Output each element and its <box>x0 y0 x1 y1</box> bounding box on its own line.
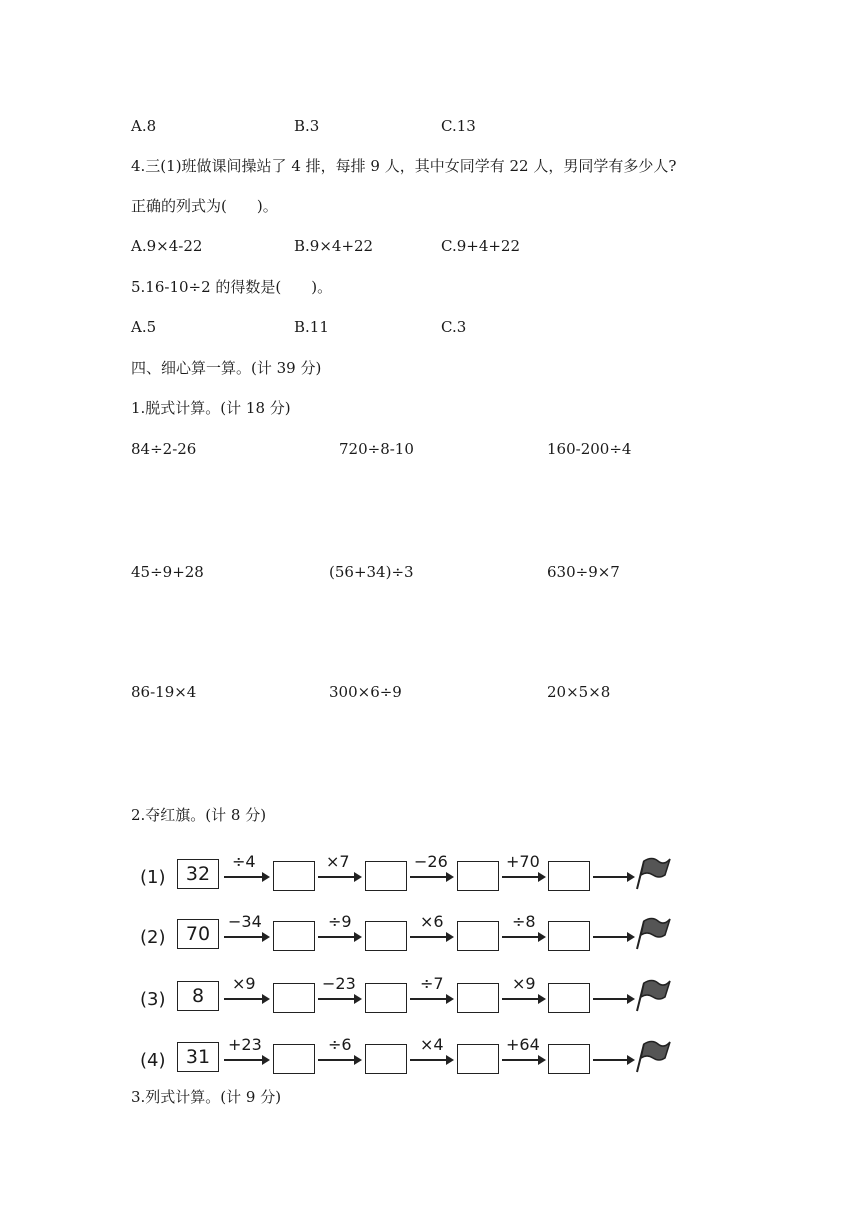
operation-label: ÷6 <box>328 1035 352 1054</box>
flag-icon <box>634 975 674 1015</box>
arrow-right-icon <box>410 974 452 1000</box>
arrow-right-icon <box>502 912 544 938</box>
q5-option-a: A.5 <box>131 318 157 336</box>
expression: 86-19×4 <box>131 683 197 701</box>
arrow-right-icon <box>224 1035 268 1061</box>
expression: (56+34)÷3 <box>329 563 414 581</box>
arrow-right-icon <box>224 974 268 1000</box>
arrow-right-icon <box>593 1059 633 1061</box>
arrow-right-icon <box>502 974 544 1000</box>
arrow-right-icon <box>502 1035 544 1061</box>
operation-label: ÷7 <box>420 974 444 993</box>
flag-row-3 <box>140 974 680 1021</box>
answer-box[interactable] <box>273 1044 315 1074</box>
start-number-box: 32 <box>177 859 219 889</box>
row-label: (2) <box>140 927 166 948</box>
arrow-right-icon <box>318 912 360 938</box>
arrow-right-icon <box>410 912 452 938</box>
operation-label: ÷8 <box>512 912 536 931</box>
answer-box[interactable] <box>548 1044 590 1074</box>
arrow-right-icon <box>502 852 544 878</box>
operation-label: +64 <box>506 1035 540 1054</box>
expression: 84÷2-26 <box>131 440 197 458</box>
part1-title: 1.脱式计算。(计 18 分) <box>131 399 291 417</box>
part3-title: 3.列式计算。(计 9 分) <box>131 1088 282 1106</box>
operation-label: −34 <box>228 912 262 931</box>
q3-option-a: A.8 <box>131 117 157 135</box>
arrow-right-icon <box>318 852 360 878</box>
flag-row-2 <box>140 912 680 959</box>
arrow-right-icon <box>410 852 452 878</box>
expression: 20×5×8 <box>547 683 611 701</box>
operation-label: ×4 <box>420 1035 444 1054</box>
answer-box[interactable] <box>365 921 407 951</box>
row-label: (4) <box>140 1050 166 1071</box>
answer-box[interactable] <box>457 983 499 1013</box>
q4-option-a: A.9×4-22 <box>131 237 203 255</box>
arrow-right-icon <box>593 998 633 1000</box>
answer-box[interactable] <box>548 861 590 891</box>
operation-label: −23 <box>322 974 356 993</box>
operation-label: −26 <box>414 852 448 871</box>
q5-option-c: C.3 <box>441 318 467 336</box>
flag-icon <box>634 1036 674 1076</box>
operation-label: +70 <box>506 852 540 871</box>
flag-row-4 <box>140 1035 680 1082</box>
arrow-right-icon <box>318 1035 360 1061</box>
arrow-right-icon <box>224 852 268 878</box>
answer-box[interactable] <box>457 861 499 891</box>
operation-label: ×6 <box>420 912 444 931</box>
section4-title: 四、细心算一算。(计 39 分) <box>131 359 322 377</box>
expression: 160-200÷4 <box>547 440 632 458</box>
part2-title: 2.夺红旗。(计 8 分) <box>131 806 267 824</box>
operation-label: ×9 <box>512 974 536 993</box>
flag-icon <box>634 853 674 893</box>
q5-question: 5.16-10÷2 的得数是( )。 <box>131 278 333 296</box>
expression: 720÷8-10 <box>339 440 414 458</box>
answer-box[interactable] <box>548 983 590 1013</box>
q5-option-b: B.11 <box>294 318 329 336</box>
answer-box[interactable] <box>273 921 315 951</box>
q3-option-c: C.13 <box>441 117 476 135</box>
arrow-right-icon <box>593 936 633 938</box>
q4-option-c: C.9+4+22 <box>441 237 521 255</box>
answer-box[interactable] <box>548 921 590 951</box>
arrow-right-icon <box>224 912 268 938</box>
answer-box[interactable] <box>457 921 499 951</box>
flag-row-1 <box>140 852 680 899</box>
arrow-right-icon <box>593 876 633 878</box>
q4-question: 4.三(1)班做课间操站了 4 排，每排 9 人，其中女同学有 22 人，男同学有多少人? <box>131 157 677 175</box>
expression: 45÷9+28 <box>131 563 204 581</box>
q3-option-b: B.3 <box>294 117 320 135</box>
row-label: (3) <box>140 989 166 1010</box>
answer-box[interactable] <box>365 1044 407 1074</box>
arrow-right-icon <box>410 1035 452 1061</box>
answer-box[interactable] <box>457 1044 499 1074</box>
operation-label: ×9 <box>232 974 256 993</box>
start-number-box: 8 <box>177 981 219 1011</box>
flag-icon <box>634 913 674 953</box>
operation-label: ÷9 <box>328 912 352 931</box>
q4-option-b: B.9×4+22 <box>294 237 374 255</box>
expression: 300×6÷9 <box>329 683 402 701</box>
operation-label: ÷4 <box>232 852 256 871</box>
q4-question-line2: 正确的列式为( )。 <box>131 197 278 215</box>
answer-box[interactable] <box>365 983 407 1013</box>
row-label: (1) <box>140 867 166 888</box>
operation-label: ×7 <box>326 852 350 871</box>
start-number-box: 31 <box>177 1042 219 1072</box>
answer-box[interactable] <box>273 983 315 1013</box>
arrow-right-icon <box>318 974 360 1000</box>
operation-label: +23 <box>228 1035 262 1054</box>
start-number-box: 70 <box>177 919 219 949</box>
answer-box[interactable] <box>365 861 407 891</box>
expression: 630÷9×7 <box>547 563 620 581</box>
answer-box[interactable] <box>273 861 315 891</box>
